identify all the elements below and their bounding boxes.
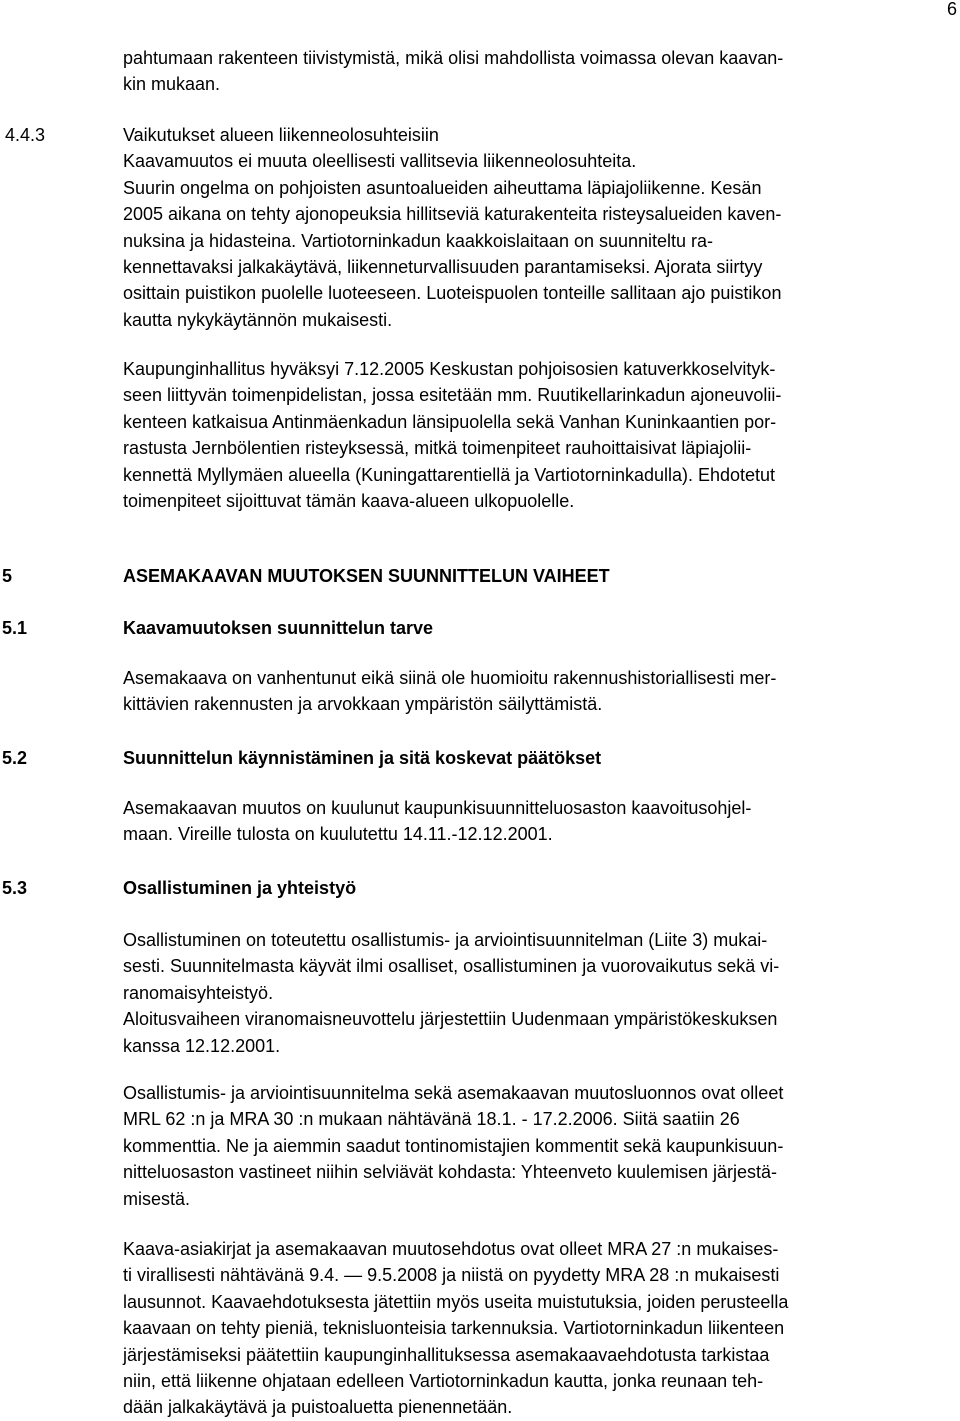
text-line: ti virallisesti nähtävänä 9.4. — 9.5.2008 ja niistä on pyydetty MRA 28 :n mukaisesti (123, 1265, 780, 1286)
text-line: nitteluosaston vastineet niihin selviävät kohdasta: Yhteenveto kuulemisen järjestä- (123, 1162, 778, 1183)
text-line: niin, että liikenne ohjataan edelleen Vartiotorninkadun kautta, jonka reunaan teh- (123, 1370, 764, 1391)
section-53-paragraph-2 (123, 1080, 955, 1212)
text-line: järjestämiseksi päätettiin kaupunginhallituksessa asemakaavaehdotusta tarkistaa (123, 1344, 770, 1365)
text-line: maan. Vireille tulosta on kuulutettu 14.11.-12.12.2001. (123, 824, 553, 845)
section-53-title: Osallistuminen ja yhteistyö (123, 878, 357, 898)
text-line: rastusta Jernbölentien risteyksessä, mitkä toimenpiteet rauhoittaisivat läpiajolii- (123, 438, 752, 459)
text-line: kenteen katkaisua Antinmäenkadun länsipuolella sekä Vanhan Kuninkaantien por- (123, 411, 777, 432)
section-52-number: 5.2 (2, 748, 28, 768)
text-line: kautta nykykäytännön mukaisesti. (123, 309, 393, 330)
text-line: 2005 aikana on tehty ajonopeuksia hillitseviä katurakenteita risteysalueiden kaven- (123, 204, 782, 225)
text-line: misestä. (123, 1188, 191, 1209)
section-51-body (123, 665, 955, 718)
text-line: kin mukaan. (123, 74, 221, 95)
text-line: sesti. Suunnitelmasta käyvät ilmi osalliset, osallistuminen ja vuorovaikutus sekä vi- (123, 956, 780, 977)
text-line: kennettä Myllymäen alueella (Kuningattarentiellä ja Vartiotorninkadulla). Ehdotetut (123, 464, 776, 485)
text-line: kommenttia. Ne ja aiemmin saadut tontinomistajien kommentit sekä kaupunkisuun- (123, 1135, 784, 1156)
text-line: MRL 62 :n ja MRA 30 :n mukaan nähtävänä 18.1. - 17.2.2006. Siitä saatiin 26 (123, 1109, 740, 1130)
subsection-443-body (123, 122, 955, 333)
text-line: dään jalkakäytävä ja puistoaluetta pienennetään. (123, 1397, 513, 1418)
text-line: pahtumaan rakenteen tiivistymistä, mikä olisi mahdollista voimassa olevan kaavan- (123, 48, 784, 68)
text-line: Asemakaava on vanhentunut eikä siinä ole huomioitu rakennushistoriallisesti mer- (123, 668, 777, 688)
section-52-title: Suunnittelun käynnistäminen ja sitä koskevat päätökset (123, 748, 602, 768)
section-5-number: 5 (2, 566, 13, 586)
section-52-body (123, 795, 955, 848)
subsection-number: 4.4.3 (5, 125, 46, 145)
text-line: nuksina ja hidasteina. Vartiotorninkadun kaakkoislaitaan on suunniteltu ra- (123, 230, 714, 251)
text-line: lausunnot. Kaavaehdotuksesta jätettiin myös useita muistutuksia, joiden perusteella (123, 1291, 789, 1312)
intro-paragraph (123, 45, 955, 98)
section-51-number: 5.1 (2, 618, 28, 638)
section-5-title: ASEMAKAAVAN MUUTOKSEN SUUNNITTELUN VAIHEET (123, 566, 610, 586)
text-line: Aloitusvaiheen viranomaisneuvottelu järjestettiin Uudenmaan ympäristökeskuksen (123, 1009, 778, 1030)
section-53-paragraph-1 (123, 927, 955, 1059)
subsection-title: Vaikutukset alueen liikenneolosuhteisiin (123, 125, 439, 145)
text-line: Osallistumis- ja arviointisuunnitelma sekä asemakaavan muutosluonnos ovat olleet (123, 1083, 784, 1103)
page-number: 6 (946, 0, 957, 19)
text-line: ranomaisyhteistyö. (123, 982, 274, 1003)
text-line: kaavaan on tehty pieniä, teknisluonteisia tarkennuksia. Vartiotorninkadun liikenteen (123, 1318, 785, 1339)
text-line: kittävien rakennusten ja arvokkaan ympäristön säilyttämistä. (123, 694, 603, 715)
text-line: Osallistuminen on toteutettu osallistumis- ja arviointisuunnitelman (Liite 3) mukai- (123, 930, 768, 950)
text-line: Suurin ongelma on pohjoisten asuntoalueiden aiheuttama läpiajoliikenne. Kesän (123, 177, 762, 198)
text-line: kennettavaksi jalkakäytävä, liikenneturvallisuuden parantamiseksi. Ajorata siirtyy (123, 256, 763, 277)
text-line: Kaupunginhallitus hyväksyi 7.12.2005 Keskustan pohjoisosien katuverkkoselvityk- (123, 359, 776, 379)
text-line: Kaava-asiakirjat ja asemakaavan muutosehdotus ovat olleet MRA 27 :n mukaises- (123, 1239, 779, 1259)
text-line: seen liittyvän toimenpidelistan, jossa esitetään mm. Ruutikellarinkadun ajoneuvolii- (123, 385, 782, 406)
section-51-title: Kaavamuutoksen suunnittelun tarve (123, 618, 434, 638)
kaupunginhallitus-paragraph (123, 356, 955, 514)
section-53-number: 5.3 (2, 878, 28, 898)
text-line: kanssa 12.12.2001. (123, 1035, 281, 1056)
text-line: Kaavamuutos ei muuta oleellisesti vallitsevia liikenneolosuhteita. (123, 151, 637, 172)
text-line: osittain puistikon puolelle luoteeseen. Luoteispuolen tonteille sallitaan ajo puistikon (123, 283, 782, 304)
section-53-paragraph-3 (123, 1236, 955, 1421)
text-line: toimenpiteet sijoittuvat tämän kaava-alueen ulkopuolelle. (123, 490, 575, 511)
text-line: Asemakaavan muutos on kuulunut kaupunkisuunnitteluosaston kaavoitusohjel- (123, 798, 752, 818)
